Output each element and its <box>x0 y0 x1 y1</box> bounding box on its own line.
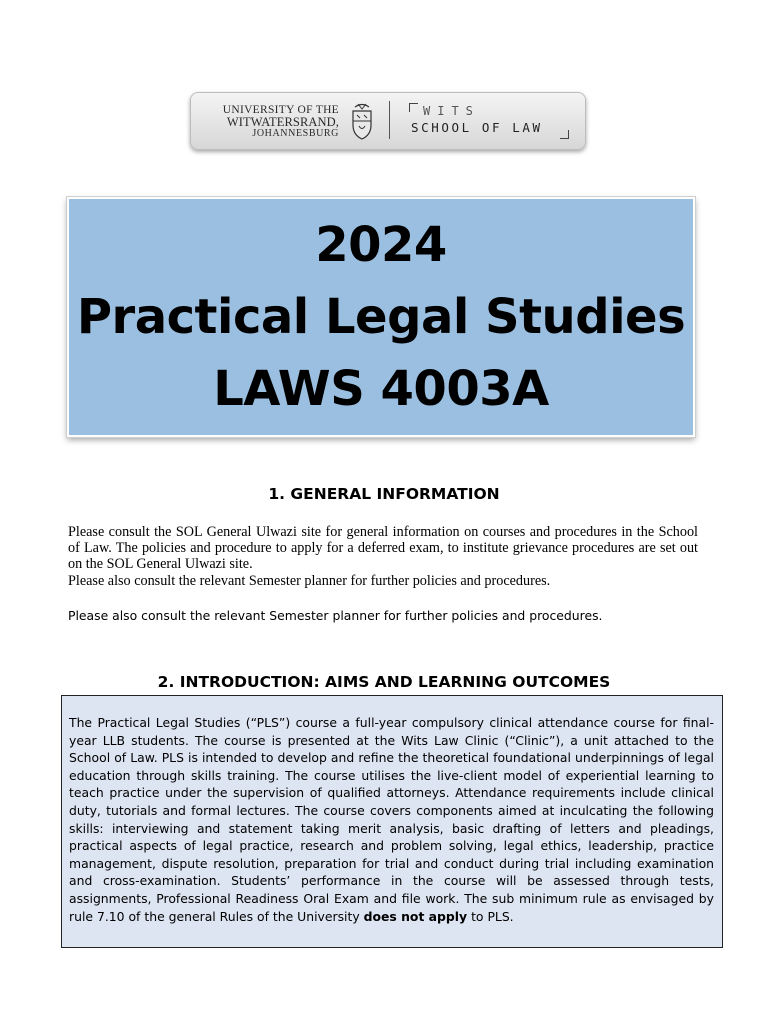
course-code: LAWS 4003A <box>213 361 549 417</box>
introduction-emphasis: does not apply <box>363 908 468 924</box>
school-of-law-logo <box>409 103 569 137</box>
university-name-line3: JOHANNESBURG <box>252 128 339 139</box>
university-name-line2: WITWATERSRAND, <box>226 115 339 129</box>
wits-wordmark: WITS <box>423 104 480 118</box>
course-title-box <box>67 197 695 437</box>
university-crest-icon <box>349 101 375 141</box>
university-name <box>199 104 339 140</box>
section-heading-general-information: 1. GENERAL INFORMATION <box>268 485 500 503</box>
introduction-paragraph <box>69 714 714 925</box>
planner-note-serif: Please also consult the relevant Semester planner for further policies and procedures. <box>68 573 551 589</box>
university-name-line1: UNIVERSITY OF THE <box>222 104 339 116</box>
logo-frame-corner <box>409 103 418 112</box>
course-name: Practical Legal Studies <box>76 289 686 345</box>
logo-divider <box>389 101 390 139</box>
planner-note-sans: Please also consult the relevant Semester planner for further policies and procedures. <box>68 608 603 623</box>
course-year: 2024 <box>315 217 447 273</box>
section-heading-introduction: 2. INTRODUCTION: AIMS AND LEARNING OUTCOMES <box>157 673 611 691</box>
introduction-text: The Practical Legal Studies (“PLS”) course a full-year compulsory clinical attendance course for final-year LLB students. The course is presented at the Wits Law Clinic (“Clinic”), a unit attached to the School of Law. PLS is intended to develop and refine the theoretical foundational underpinnings of legal education through skills training. The course utilises the live-client model of experiential learning to teach practice under the supervision of qualified attorneys. Attendance requirements include clinical duty, tutorials and formal lectures. The course covers components aimed at inculcating the following skills: interviewing and statement taking merit analysis, basic drafting of letters and pleadings, practical aspects of legal practice, research and problem solving, legal ethics, leadership, practice management, dispute resolution, preparation for trial and conduct during trial including examination and cross-examination. Students’ performance in the course will be assessed through tests, assignments, Professional Readiness Oral Exam and file work. The sub minimum rule as envisaged by rule 7.10 of the general Rules of the University <box>69 715 714 924</box>
logo-frame-corner <box>560 130 569 139</box>
general-information-paragraph: Please consult the SOL General Ulwazi site for general information on courses and procedures in the School of Law. The policies and procedure to apply for a deferred exam, to institute grievance procedures are set out on the SOL General Ulwazi site. <box>68 524 698 572</box>
university-logo-banner <box>190 92 586 150</box>
introduction-text-end: to PLS. <box>467 908 514 924</box>
introduction-box <box>61 695 723 948</box>
school-of-law-wordmark: SCHOOL OF LAW <box>411 120 543 135</box>
